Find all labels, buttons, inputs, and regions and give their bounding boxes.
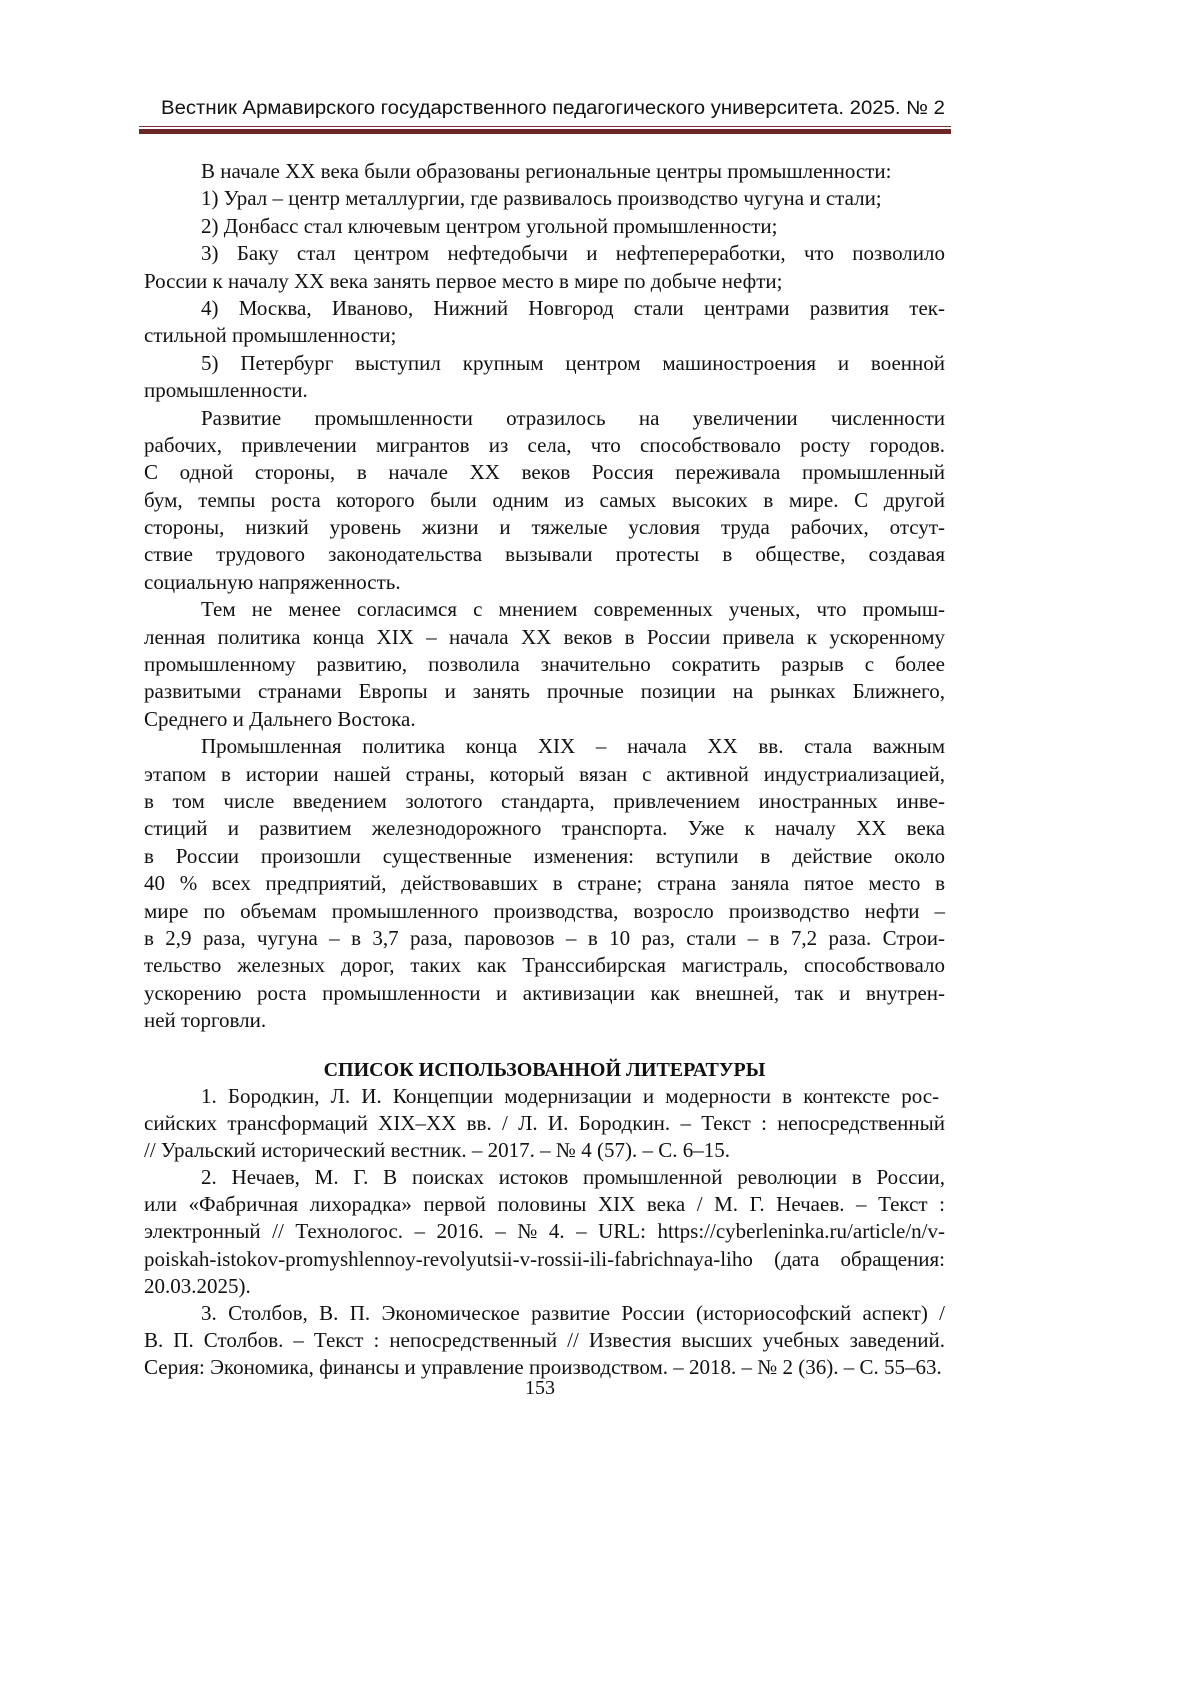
line-text: 3) Баку стал центром нефтедобычи и нефтепереработки, что позволило [201,240,945,267]
text-line [144,1007,945,1034]
text-line [144,843,945,870]
text-line [144,706,945,733]
text-line [144,350,945,377]
line-text: стиций и развитием железнодорожного транспорта. Уже к началу XX века [144,815,945,842]
line-text: Среднего и Дальнего Востока. [144,706,416,733]
paragraph [144,596,945,733]
journal-title: Вестник Армавирского государственного педагогического университета. 2025. № 2 [161,96,945,122]
text-line [144,405,945,432]
line-text: Серия: Экономика, финансы и управление производством. – 2018. – № 2 (36). – С. 55–63. [144,1354,942,1381]
line-text: бум, темпы роста которого были одним из самых высоких в мире. С другой [144,487,945,514]
line-text: стороны, низкий уровень жизни и тяжелые условия труда рабочих, отсут- [144,514,945,541]
text-line [144,459,945,486]
line-text: ускорению роста промышленности и активизации как внешней, так и внутрен- [144,980,945,1007]
line-text: В начале XX века были образованы региональные центры промышленности: [201,158,892,185]
text-line [144,541,945,568]
text-line [144,925,945,952]
text-line [144,295,945,322]
line-text: Тем не менее согласимся с мнением современных ученых, что промыш- [201,596,945,623]
text-line [144,980,945,1007]
text-line [144,1110,945,1137]
line-text: В. П. Столбов. – Текст : непосредственный // Известия высших учебных заведений. [144,1327,945,1354]
line-text: тельство железных дорог, таких как Транссибирская магистраль, способствовало [144,952,945,979]
line-text: 5) Петербург выступил крупным центром машиностроения и военной [201,350,945,377]
reference-item [144,1164,945,1299]
line-text: ней торговли. [144,1007,266,1034]
text-line [144,1246,945,1273]
text-line [144,185,945,212]
line-text: 40 % всех предприятий, действовавших в стране; страна заняла пятое место в [144,870,945,897]
text-line [144,761,945,788]
text-line [144,487,945,514]
line-text: социальную напряженность. [144,569,401,596]
paragraph [144,185,945,212]
paragraph [144,733,945,1034]
line-text: в России произошли существенные изменения: вступили в действие около [144,843,945,870]
text-line [144,1300,945,1327]
paragraph [144,213,945,240]
line-text: в 2,9 раза, чугуна – в 3,7 раза, паровозов – в 10 раз, стали – в 7,2 раза. Строи- [144,925,945,952]
text-line [144,788,945,815]
text-line [144,377,945,404]
text-line [144,815,945,842]
paragraph [144,350,945,405]
paragraph [144,240,945,295]
reference-item [144,1083,945,1164]
text-line [144,213,945,240]
reference-item [144,1300,945,1381]
line-text: стильной промышленности; [144,322,396,349]
line-text: ленная политика конца XIX – начала XX веков в России привела к ускоренному [144,624,945,651]
line-text: рабочих, привлечении мигрантов из села, что способствовало росту городов. [144,432,945,459]
text-line [144,1327,945,1354]
line-text: ствие трудового законодательства вызывали протесты в обществе, создавая [144,541,945,568]
text-line [144,1083,945,1110]
line-text: 4) Москва, Иваново, Нижний Новгород стали центрами развития тек- [201,295,945,322]
line-text: промышленному развитию, позволила значительно сократить разрыв с более [144,651,945,678]
line-text: 2. Нечаев, М. Г. В поисках истоков промышленной революции в России, [201,1164,945,1191]
article-body [144,158,945,1035]
text-line [144,624,945,651]
references-list [144,1083,945,1381]
text-line [144,432,945,459]
line-text: электронный // Технологос. – 2016. – № 4. – URL: https://cyberleninka.ru/article/n/v- [144,1218,945,1245]
line-text: промышленности. [144,377,308,404]
text-line [144,268,945,295]
line-text: в том числе введением золотого стандарта, привлечением иностранных инве- [144,788,945,815]
text-line [144,322,945,349]
line-text: 1. Бородкин, Л. И. Концепции модернизации и модерности в контексте рос- [201,1083,939,1110]
line-text: 2) Донбасс стал ключевым центром угольной промышленности; [201,213,777,240]
paragraph [144,158,945,185]
paragraph [144,405,945,597]
line-text: // Уральский исторический вестник. – 2017. – № 4 (57). – С. 6–15. [144,1137,730,1164]
text-line [144,1273,945,1300]
text-line [144,596,945,623]
references-heading: СПИСОК ИСПОЛЬЗОВАННОЙ ЛИТЕРАТУРЫ [144,1056,945,1084]
line-text: Развитие промышленности отразилось на увеличении численности [201,405,945,432]
text-line [144,678,945,705]
text-line [144,514,945,541]
line-text: этапом в истории нашей страны, который вязан с активной индустриализацией, [144,761,945,788]
journal-header [161,96,945,122]
page-number: 153 [440,1375,640,1401]
text-line [144,240,945,267]
text-line [144,158,945,185]
text-line [144,1164,945,1191]
line-text: 20.03.2025). [144,1273,251,1300]
line-text: мире по объемам промышленного производства, возросло производство нефти – [144,898,945,925]
line-text: 3. Столбов, В. П. Экономическое развитие России (историософский аспект) / [201,1300,945,1327]
text-line [144,952,945,979]
line-text: 1) Урал – центр металлургии, где развивалось производство чугуна и стали; [201,185,882,212]
text-line [144,898,945,925]
text-line [144,569,945,596]
line-text: Промышленная политика конца XIX – начала XX вв. стала важным [201,733,945,760]
line-text: развитыми странами Европы и занять прочные позиции на рынках Ближнего, [144,678,945,705]
line-text: poiskah-istokov-promyshlennoy-revolyutsii-v-rossii-ili-fabrichnaya-liho (дата обращения: [144,1246,945,1273]
text-line [144,1218,945,1245]
header-rule-thick [139,129,951,134]
line-text: России к началу XX века занять первое место в мире по добыче нефти; [144,268,782,295]
text-line [144,733,945,760]
line-text: С одной стороны, в начале XX веков Россия переживала промышленный [144,459,945,486]
line-text: сийских трансформаций XIX–XX вв. / Л. И. Бородкин. – Текст : непосредственный [144,1110,945,1137]
header-rule-thin [139,126,951,127]
text-line [144,651,945,678]
text-line [144,870,945,897]
paragraph [144,295,945,350]
line-text: или «Фабричная лихорадка» первой половины XIX века / М. Г. Нечаев. – Текст : [144,1191,945,1218]
text-line [144,1137,945,1164]
text-line [144,1191,945,1218]
